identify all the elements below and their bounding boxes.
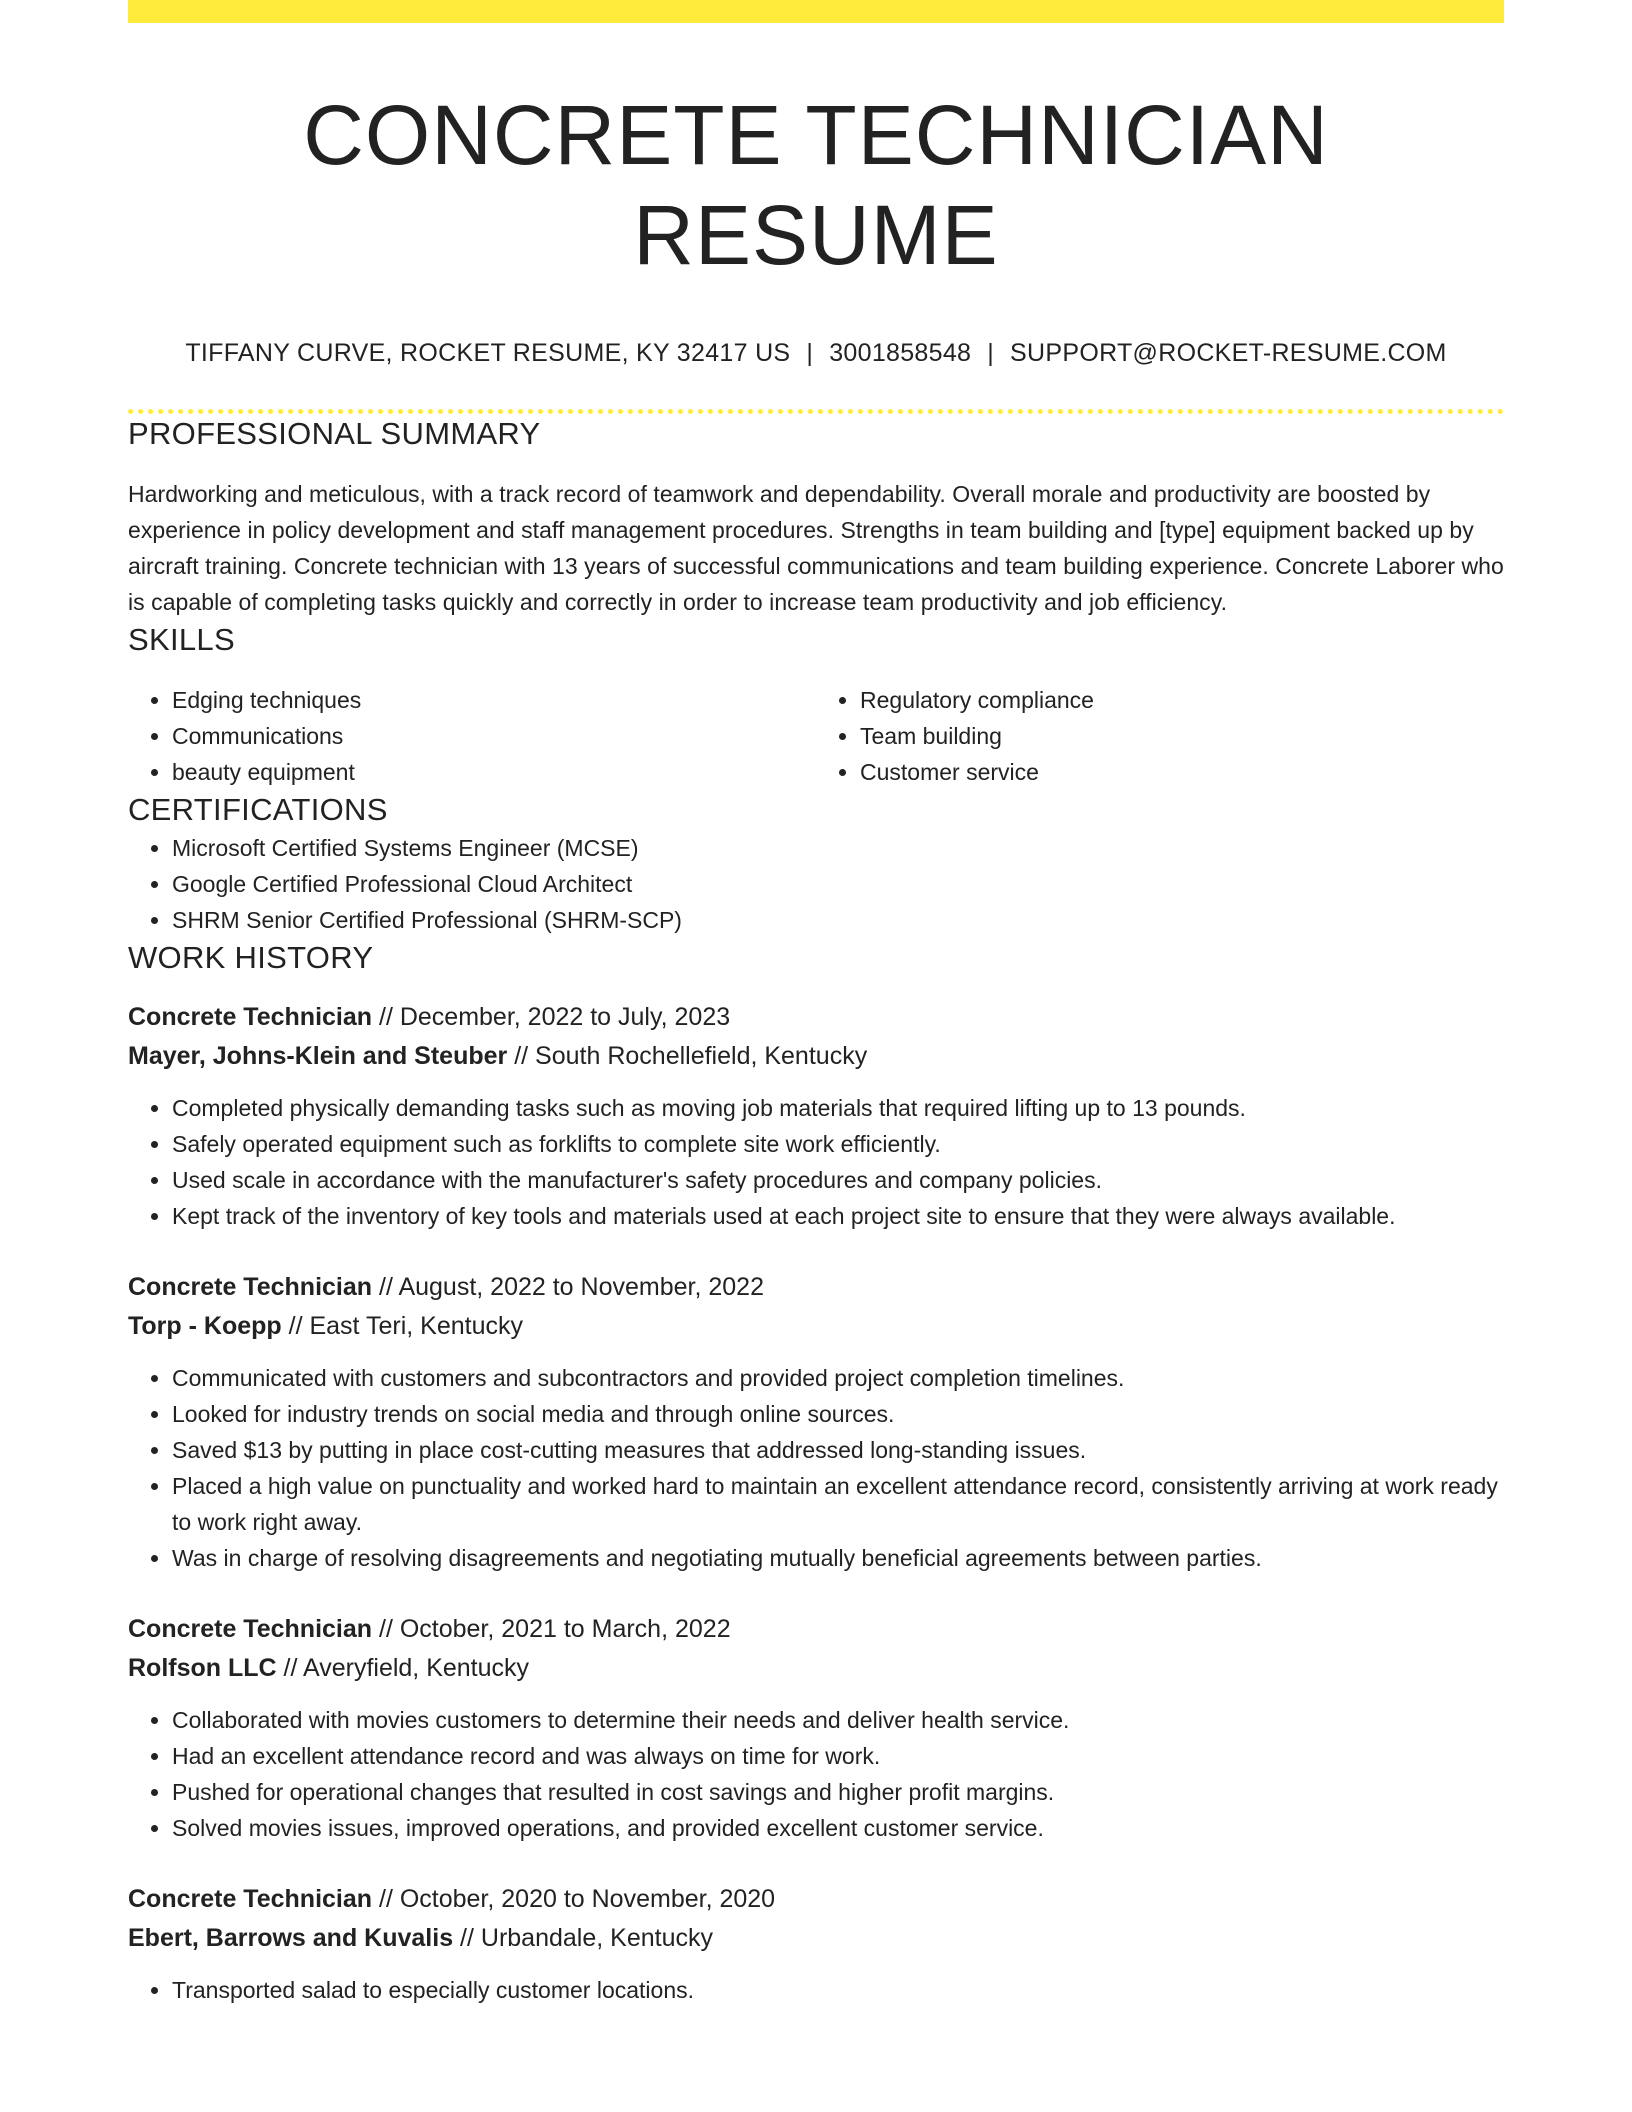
top-accent-bar [128,0,1504,23]
job-bullets [128,1360,1504,1576]
skills-heading: SKILLS [128,622,235,657]
job-title-line [128,1880,1504,1919]
job-entry [128,1268,1504,1576]
job-location: // East Teri, Kentucky [281,1312,523,1340]
job-title-line [128,998,1504,1037]
job-bullet: • Used scale in accordance with the manufacturer's safety procedures and company policies. [172,1162,1504,1198]
job-location: // Urbandale, Kentucky [453,1924,713,1952]
skills-list-left [128,682,816,790]
job-dates: // October, 2020 to November, 2020 [372,1885,776,1913]
job-bullet: • Collaborated with movies customers to determine their needs and deliver health service. [172,1702,1504,1738]
skill-item: • Team building [860,718,1504,754]
certification-item: • Google Certified Professional Cloud Architect [172,866,1504,902]
job-title-line [128,1268,1504,1307]
contact-phone: 3001858548 [829,339,972,367]
job-bullet: • Transported salad to especially customer locations. [172,1972,1504,2008]
job-dates: // October, 2021 to March, 2022 [372,1615,731,1643]
certification-item: • Microsoft Certified Systems Engineer (MCSE) [172,830,1504,866]
certification-item: • SHRM Senior Certified Professional (SHRM-SCP) [172,902,1504,938]
job-dates: // August, 2022 to November, 2022 [372,1273,764,1301]
job-bullet: • Pushed for operational changes that resulted in cost savings and higher profit margins. [172,1774,1504,1810]
contact-separator: | [987,339,995,367]
job-company: Ebert, Barrows and Kuvalis [128,1924,454,1952]
certifications-heading: CERTIFICATIONS [128,792,388,827]
job-entry [128,1610,1504,1846]
job-company: Torp - Koepp [128,1312,282,1340]
job-title: Concrete Technician [128,1003,373,1031]
job-company-line [128,1649,1504,1688]
skill-item: • Edging techniques [172,682,816,718]
skill-item: • beauty equipment [172,754,816,790]
job-bullet: • Completed physically demanding tasks such as moving job materials that required lifting up to 13 pounds. [172,1090,1504,1126]
skills-columns [128,682,1504,790]
job-title: Concrete Technician [128,1615,373,1643]
skill-item: • Communications [172,718,816,754]
job-bullet: • Placed a high value on punctuality and worked hard to maintain an excellent attendance record, consistently arriving at work ready to work right away. [172,1468,1504,1540]
job-company: Rolfson LLC [128,1654,277,1682]
job-bullet: • Safely operated equipment such as forklifts to complete site work efficiently. [172,1126,1504,1162]
job-company-line [128,1919,1504,1958]
contact-address: TIFFANY CURVE, ROCKET RESUME, KY 32417 US [185,339,791,367]
job-entry [128,1880,1504,2008]
job-bullet: • Saved $13 by putting in place cost-cutting measures that addressed long-standing issues. [172,1432,1504,1468]
resume-title: CONCRETE TECHNICIAN RESUME [303,88,1329,282]
skill-item: • Regulatory compliance [860,682,1504,718]
job-dates: // December, 2022 to July, 2023 [372,1003,731,1031]
summary-text: Hardworking and meticulous, with a track record of teamwork and dependability. Overall morale and productivity are boosted by experience in policy development and staff management procedures. Strengths in team building and [type] equipment backed up by aircraft training. Concrete technician with 13 years of successful communications and team building experience. Concrete Laborer who is capable of completing tasks quickly and correctly in order to increase team productivity and job efficiency. [128,481,1504,615]
skill-item: • Customer service [860,754,1504,790]
job-bullet: • Had an excellent attendance record and was always on time for work. [172,1738,1504,1774]
contact-line [128,337,1504,369]
job-location: // South Rochellefield, Kentucky [507,1042,868,1070]
job-bullet: • Looked for industry trends on social media and through online sources. [172,1396,1504,1432]
job-bullets [128,1702,1504,1846]
job-bullets [128,1090,1504,1234]
contact-separator: | [806,339,814,367]
job-bullet: • Solved movies issues, improved operations, and provided excellent customer service. [172,1810,1504,1846]
job-title-line [128,1610,1504,1649]
skills-list-right [816,682,1504,790]
job-bullets [128,1972,1504,2008]
job-bullet: • Kept track of the inventory of key tools and materials used at each project site to ensure that they were always available. [172,1198,1504,1234]
job-title: Concrete Technician [128,1273,373,1301]
job-company-line [128,1037,1504,1076]
job-company: Mayer, Johns-Klein and Steuber [128,1042,508,1070]
job-location: // Averyfield, Kentucky [276,1654,530,1682]
resume-content [128,23,1504,2008]
summary-heading: PROFESSIONAL SUMMARY [128,416,541,451]
job-entry [128,998,1504,1234]
job-bullet: • Communicated with customers and subcontractors and provided project completion timelines. [172,1360,1504,1396]
contact-email: SUPPORT@ROCKET-RESUME.COM [1010,339,1447,367]
certifications-list [128,830,1504,938]
job-company-line [128,1307,1504,1346]
job-bullet: • Was in charge of resolving disagreements and negotiating mutually beneficial agreements between parties. [172,1540,1504,1576]
job-title: Concrete Technician [128,1885,373,1913]
work-history-heading: WORK HISTORY [128,940,374,975]
